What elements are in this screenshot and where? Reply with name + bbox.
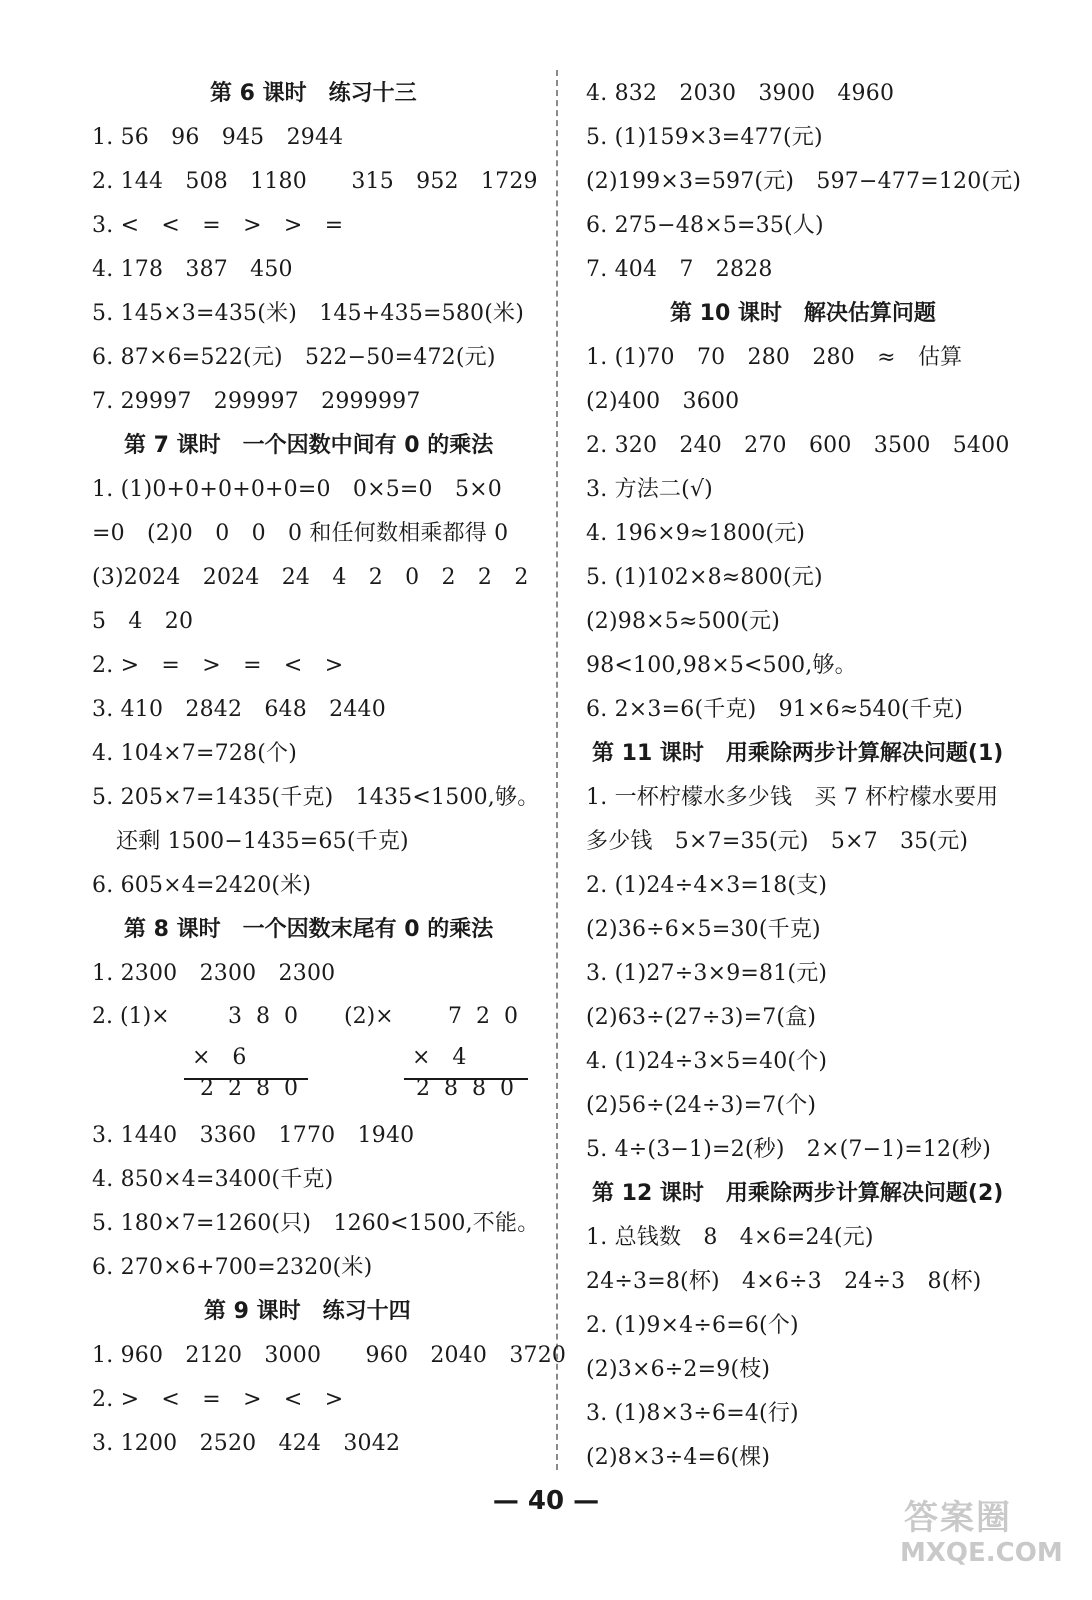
answer-line: 3. 1200 2520 424 3042 (92, 1431, 401, 1456)
answer-line: 6. 2×3=6(千克) 91×6≈540(千克) (586, 697, 964, 722)
answer-line: 6. 270×6+700=2320(米) (92, 1255, 373, 1280)
answer-line: 5. (1)102×8≈800(元) (586, 565, 823, 590)
answer-line: 6. 87×6=522(元) 522−50=472(元) (92, 345, 496, 370)
lesson-12-title: 第 12 课时 用乘除两步计算解决问题(2) (592, 1181, 1004, 1206)
lesson-9-title: 第 9 课时 练习十四 (204, 1299, 411, 1324)
answer-line: (2)56÷(24÷3)=7(个) (586, 1093, 817, 1118)
answer-line: 4. 850×4=3400(千克) (92, 1167, 334, 1192)
answer-line: 1. (1)0+0+0+0+0=0 0×5=0 5×0 (92, 477, 502, 502)
answer-line: =0 (2)0 0 0 0 和任何数相乘都得 0 (92, 521, 509, 546)
vcalc-label: 2. (1)× (92, 1004, 170, 1029)
answer-line: 2. 320 240 270 600 3500 5400 (586, 433, 1010, 458)
answer-line: 5. 205×7=1435(千克) 1435<1500,够。 (92, 785, 540, 810)
answer-line: (2)400 3600 (586, 389, 740, 414)
answer-line: 3. 410 2842 648 2440 (92, 697, 386, 722)
answer-line: 3. 方法二(√) (586, 477, 713, 502)
answer-line: 5 4 20 (92, 609, 194, 634)
vcalc-product: 2280 (200, 1076, 312, 1101)
answer-line: 6. 605×4=2420(米) (92, 873, 312, 898)
answer-line: (2)36÷6×5=30(千克) (586, 917, 821, 942)
lesson-8-title: 第 8 课时 一个因数末尾有 0 的乘法 (124, 917, 494, 942)
page-number: — 40 — (492, 1486, 600, 1516)
answer-line: (2)98×5≈500(元) (586, 609, 780, 634)
answer-line: 1. 一杯柠檬水多少钱 买 7 杯柠檬水要用 (586, 785, 999, 810)
answer-line: 7. 404 7 2828 (586, 257, 773, 282)
lesson-10-title: 第 10 课时 解决估算问题 (670, 301, 936, 326)
answer-line: 3. (1)27÷3×9=81(元) (586, 961, 828, 986)
answer-line: 1. 总钱数 8 4×6=24(元) (586, 1225, 874, 1250)
answer-line: 5. 180×7=1260(只) 1260<1500,不能。 (92, 1211, 540, 1236)
answer-line: 5. (1)159×3=477(元) (586, 125, 823, 150)
answer-line: 1. 56 96 945 2944 (92, 125, 344, 150)
answer-line: 4. 104×7=728(个) (92, 741, 297, 766)
answer-line: (2)199×3=597(元) 597−477=120(元) (586, 169, 1022, 194)
answer-line: (2)8×3÷4=6(棵) (586, 1445, 771, 1470)
answer-line: 98<100,98×5<500,够。 (586, 653, 857, 678)
answer-line: 4. 196×9≈1800(元) (586, 521, 806, 546)
vcalc-multiplicand: 720 (448, 1004, 532, 1029)
vcalc-multiplier: × 4 (412, 1045, 467, 1070)
answer-line: (2)3×6÷2=9(枝) (586, 1357, 771, 1382)
lesson-6-title: 第 6 课时 练习十三 (210, 81, 417, 106)
vcalc-product: 2880 (416, 1076, 528, 1101)
answer-line: 4. (1)24÷3×5=40(个) (586, 1049, 828, 1074)
answer-line: 5. 4÷(3−1)=2(秒) 2×(7−1)=12(秒) (586, 1137, 992, 1162)
answer-line: 3. 1440 3360 1770 1940 (92, 1123, 415, 1148)
lesson-7-title: 第 7 课时 一个因数中间有 0 的乘法 (124, 433, 494, 458)
answer-line: 4. 832 2030 3900 4960 (586, 81, 895, 106)
vcalc-label: (2)× (344, 1004, 394, 1029)
answer-line: 24÷3=8(杯) 4×6÷3 24÷3 8(杯) (586, 1269, 982, 1294)
right-column (586, 72, 1046, 1480)
vertical-multiplication (92, 996, 542, 1114)
answer-line: 多少钱 5×7=35(元) 5×7 35(元) (586, 829, 969, 854)
answer-line: 6. 275−48×5=35(人) (586, 213, 824, 238)
answer-line: 还剩 1500−1435=65(千克) (116, 829, 409, 854)
answer-line: (3)2024 2024 24 4 2 0 2 2 2 (92, 565, 529, 590)
answer-line: 3. (1)8×3÷6=4(行) (586, 1401, 799, 1426)
answer-line: 2. > < = > < > (92, 1387, 344, 1412)
answer-line: 7. 29997 299997 2999997 (92, 389, 421, 414)
answer-line: 1. (1)70 70 280 280 ≈ 估算 (586, 345, 963, 370)
column-divider (556, 70, 558, 1470)
answer-line: 2. (1)9×4÷6=6(个) (586, 1313, 799, 1338)
vcalc-multiplier: × 6 (192, 1045, 247, 1070)
watermark-logo (900, 1490, 1070, 1580)
answer-line: 2. > = > = < > (92, 653, 344, 678)
answer-line: (2)63÷(27÷3)=7(盒) (586, 1005, 817, 1030)
answer-line: 2. (1)24÷4×3=18(支) (586, 873, 828, 898)
left-column (92, 72, 567, 1466)
answer-line: 4. 178 387 450 (92, 257, 293, 282)
answer-line: 3. < < = > > = (92, 213, 344, 238)
answer-line: 5. 145×3=435(米) 145+435=580(米) (92, 301, 525, 326)
answer-line: 2. 144 508 1180 315 952 1729 (92, 169, 538, 194)
watermark-logo-text: 答案圈 (904, 1498, 1012, 1538)
answer-line: 1. 2300 2300 2300 (92, 961, 336, 986)
watermark-url: MXQE.COM (900, 1538, 1063, 1568)
lesson-11-title: 第 11 课时 用乘除两步计算解决问题(1) (592, 741, 1004, 766)
vcalc-multiplicand: 380 (228, 1004, 312, 1029)
answer-line: 1. 960 2120 3000 960 2040 3720 (92, 1343, 567, 1368)
